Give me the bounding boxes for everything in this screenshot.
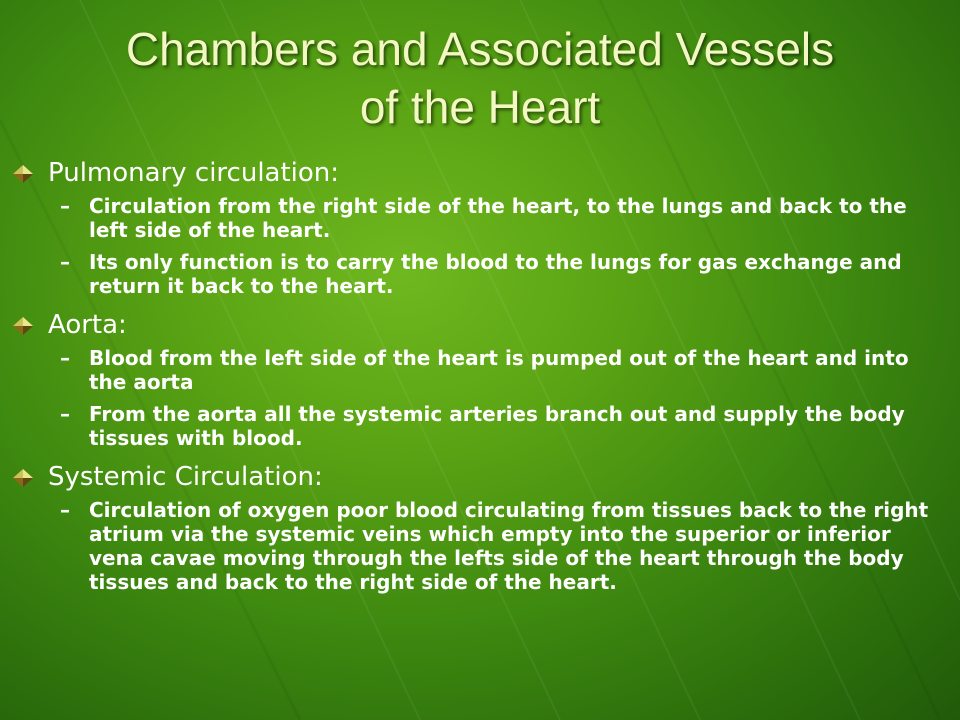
bullet-systemic-circulation <box>0 460 960 494</box>
sub-bullet-text: Blood from the left side of the heart is pumped out of the heart and into the aorta <box>89 346 909 394</box>
bullet-heading: Pulmonary circulation: <box>48 158 340 188</box>
diamond-bullet-icon <box>13 469 33 487</box>
sub-bullet <box>0 250 960 298</box>
sub-bullet-list <box>0 498 960 594</box>
diamond-bullet-icon <box>13 165 33 183</box>
dash-marker: – <box>60 346 70 370</box>
dash-marker: – <box>60 194 70 218</box>
sub-bullet <box>0 346 960 394</box>
slide-title-line-1: Chambers and Associated Vessels <box>125 23 835 75</box>
dash-marker: – <box>60 498 70 522</box>
slide-title-line-2: of the Heart <box>359 81 601 133</box>
sub-bullet <box>0 402 960 450</box>
sub-bullet-text: From the aorta all the systemic arteries branch out and supply the body tissues with blood. <box>89 402 905 450</box>
slide-title <box>0 20 960 136</box>
sub-bullet <box>0 498 960 594</box>
slide-body <box>0 156 960 604</box>
sub-bullet-text: Its only function is to carry the blood to the lungs for gas exchange and return it back to the heart. <box>89 250 902 298</box>
sub-bullet-list <box>0 194 960 298</box>
sub-bullet-text: Circulation from the right side of the heart, to the lungs and back to the left side of the heart. <box>89 194 907 242</box>
bullet-pulmonary-circulation <box>0 156 960 190</box>
bullet-aorta <box>0 308 960 342</box>
sub-bullet-list <box>0 346 960 450</box>
bullet-heading: Systemic Circulation: <box>48 462 323 492</box>
bullet-heading: Aorta: <box>48 310 127 340</box>
sub-bullet-text: Circulation of oxygen poor blood circulating from tissues back to the right atrium via the systemic veins which empty into the superior or inferior vena cavae moving through the lefts side of the heart through the body tissues and back to the right side of the heart. <box>89 498 929 594</box>
dash-marker: – <box>60 250 70 274</box>
dash-marker: – <box>60 402 70 426</box>
sub-bullet <box>0 194 960 242</box>
diamond-bullet-icon <box>13 317 33 335</box>
